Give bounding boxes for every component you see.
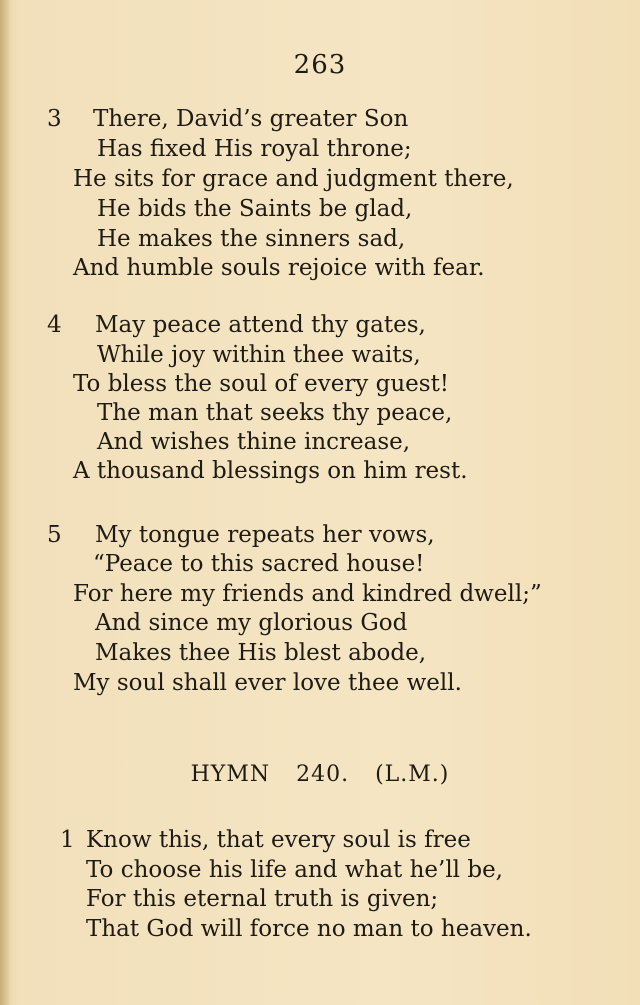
verse-line: Know this, that every soul is free [86, 827, 471, 853]
stanza-number: 4 [47, 312, 62, 338]
verse-line: For this eternal truth is given; [86, 886, 439, 912]
verse-line: May peace attend thy gates, [95, 312, 426, 338]
verse-line: And humble souls rejoice with fear. [73, 255, 485, 281]
hymn-heading [0, 762, 640, 787]
verse-line: While joy within thee waits, [97, 342, 421, 368]
stanza-number: 1 [60, 827, 75, 853]
verse-line: My tongue repeats her vows, [95, 522, 435, 548]
verse-line: My soul shall ever love thee well. [73, 670, 462, 696]
verse-line: He makes the sinners sad, [97, 226, 406, 252]
verse-line: He bids the Saints be glad, [97, 196, 413, 222]
verse-line: There, David’s greater Son [93, 106, 409, 132]
verse-line: He sits for grace and judgment there, [73, 166, 514, 192]
verse-line: The man that seeks thy peace, [97, 400, 453, 426]
verse-line: Makes thee His blest abode, [95, 640, 427, 666]
verse-line: To choose his life and what he’ll be, [86, 857, 503, 883]
page-number: 263 [293, 50, 347, 80]
hymn-title: HYMN 240. [190, 762, 350, 787]
verse-line: And since my glorious God [95, 610, 408, 636]
verse-line: Has fixed His royal throne; [97, 136, 412, 162]
binding-gutter [0, 0, 10, 1005]
verse-line: And wishes thine increase, [97, 429, 411, 455]
stanza-number: 3 [47, 106, 62, 132]
stanza-number: 5 [47, 522, 62, 548]
verse-line: A thousand blessings on him rest. [73, 458, 468, 484]
verse-line: For here my friends and kindred dwell;” [73, 581, 542, 607]
verse-line: To bless the soul of every guest! [73, 371, 450, 397]
verse-line: “Peace to this sacred house! [93, 551, 425, 577]
hymn-meter: (L.M.) [375, 762, 450, 787]
verse-line: That God will force no man to heaven. [86, 916, 532, 942]
